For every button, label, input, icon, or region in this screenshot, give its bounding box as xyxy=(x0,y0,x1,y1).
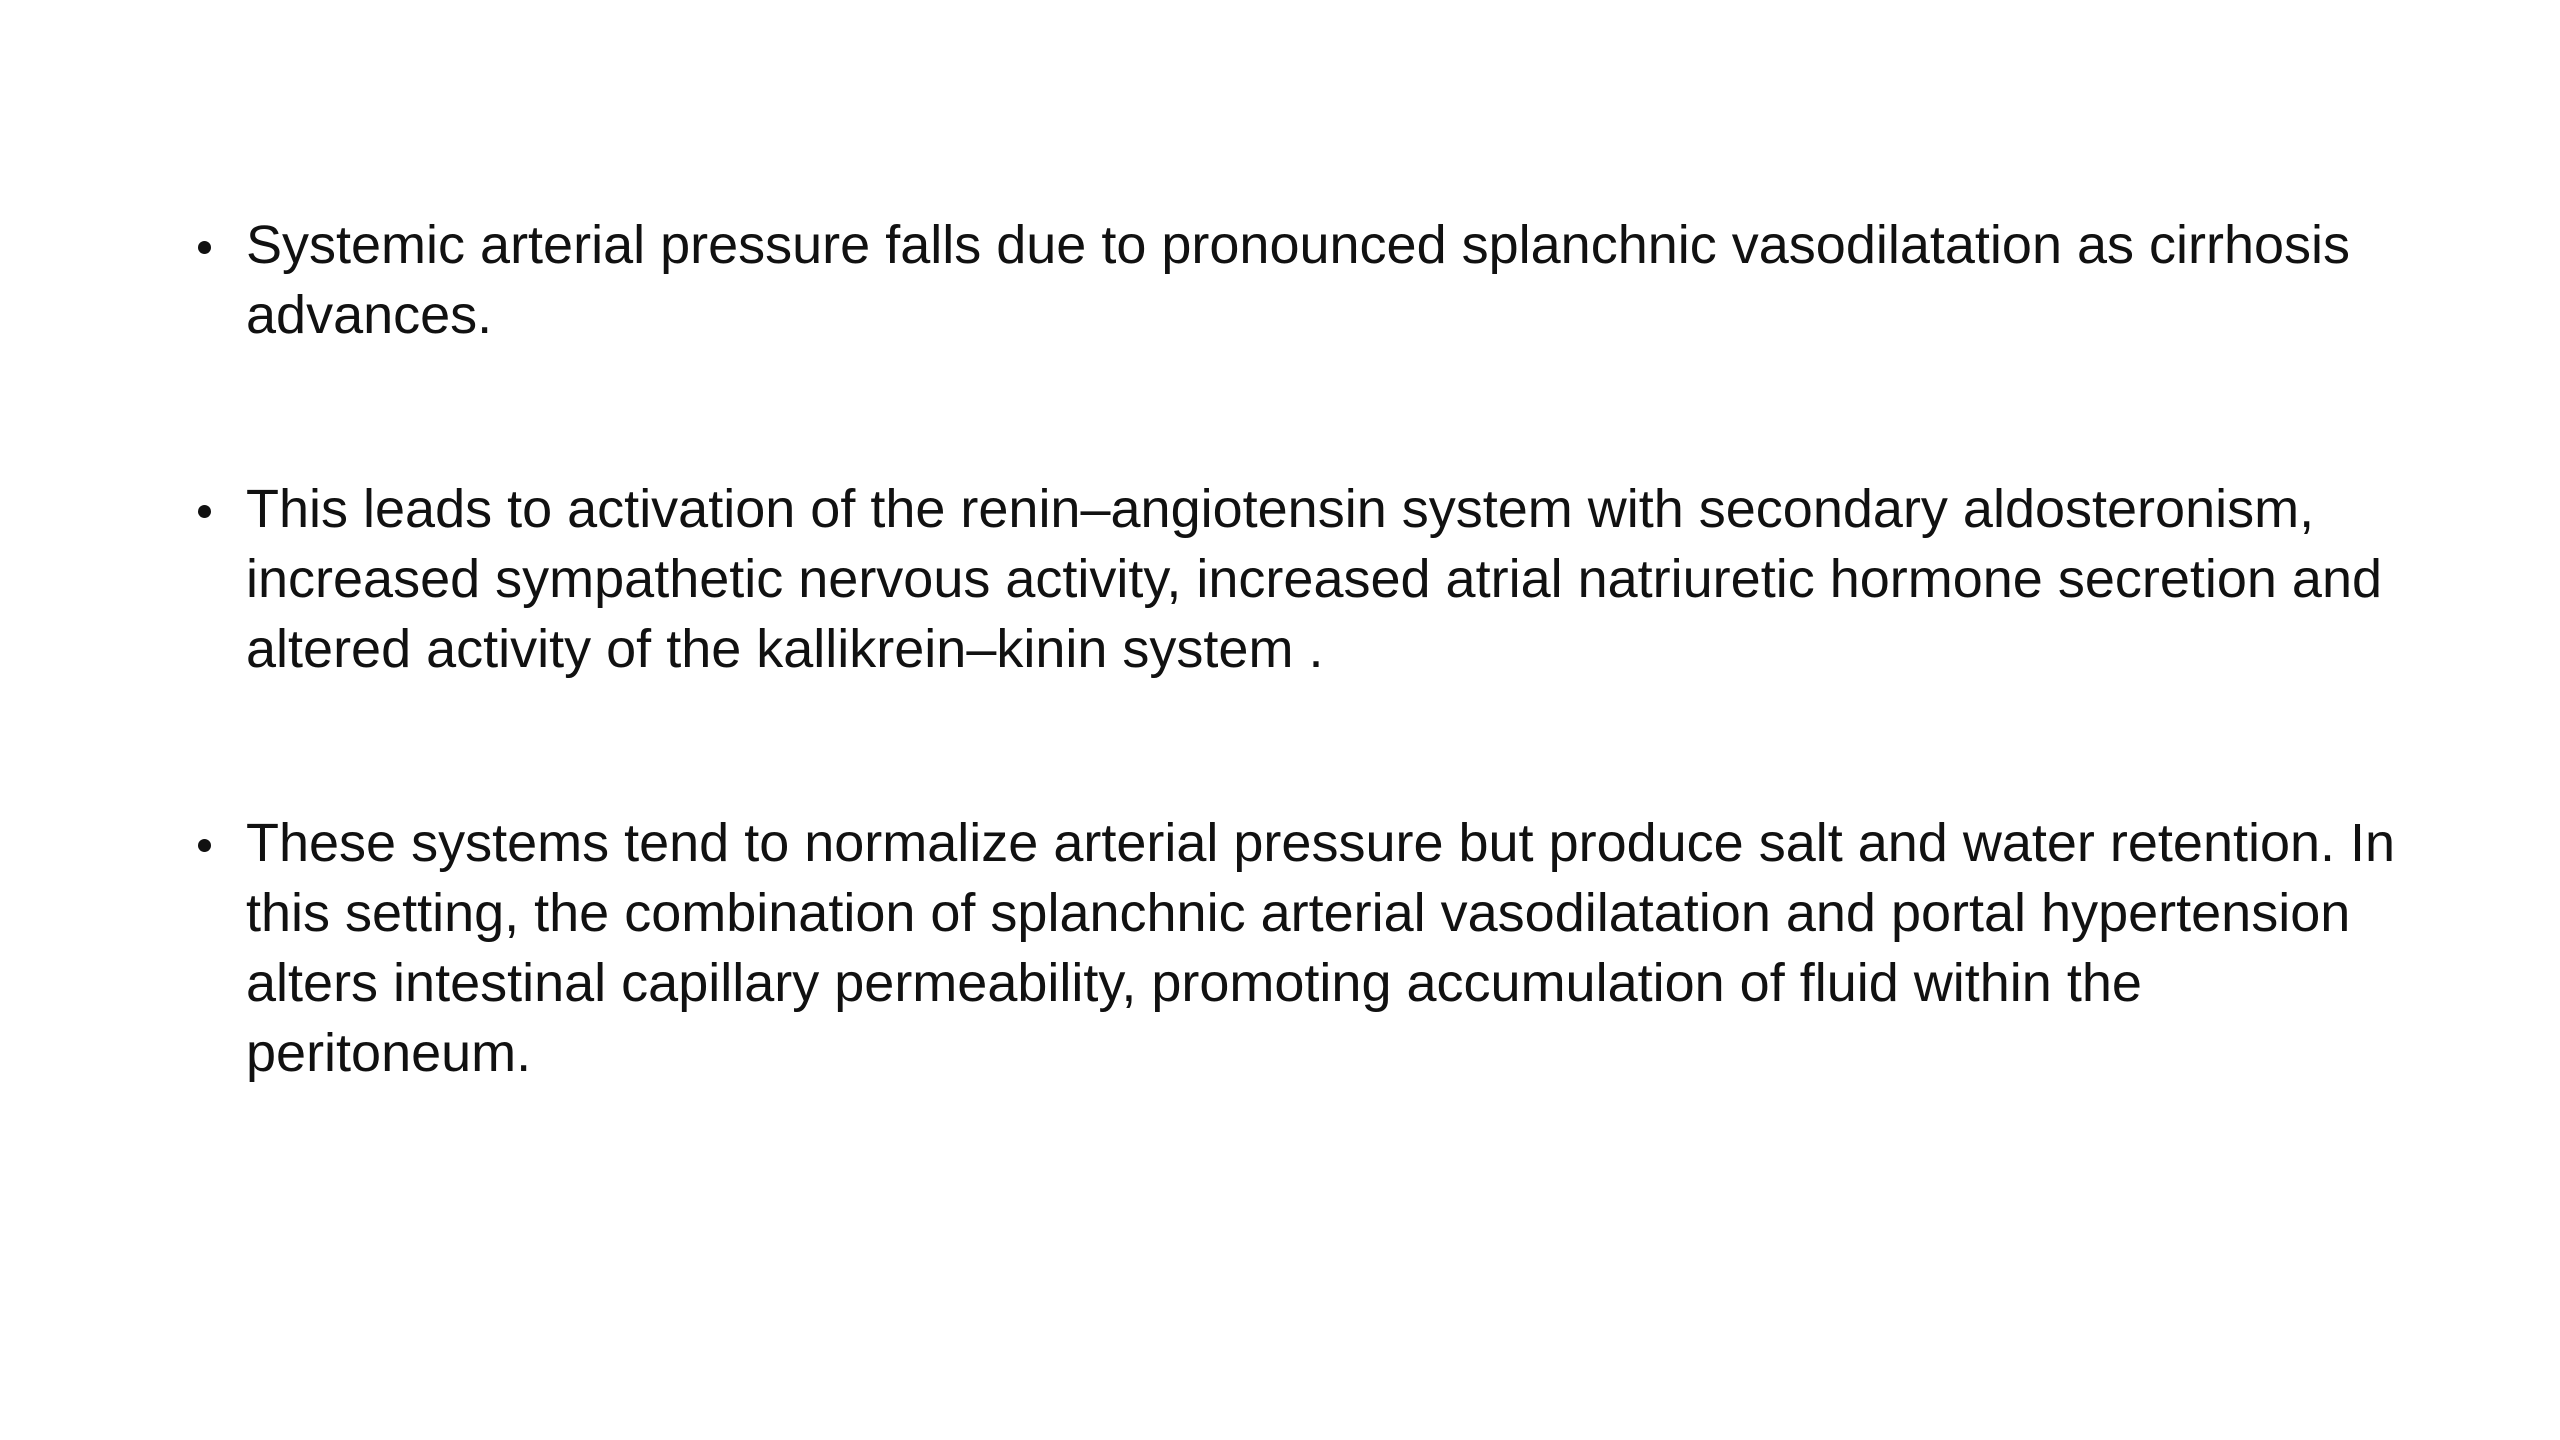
bullet-item xyxy=(188,474,2428,684)
bullet-text: This leads to activation of the renin–angiotensin system with secondary aldosteronism, increased sympathetic nervous activity, increased atrial natriuretic hormone secretion and altered activity of the kallikrein–kinin system . xyxy=(246,479,2383,679)
bullet-icon xyxy=(198,241,211,254)
bullet-text: Systemic arterial pressure falls due to pronounced splanchnic vasodilatation as cirrhosis advances. xyxy=(246,215,2351,345)
bullet-icon xyxy=(198,505,211,518)
bullet-list xyxy=(188,210,2428,1088)
bullet-item xyxy=(188,210,2428,350)
bullet-icon xyxy=(198,839,211,852)
bullet-text: These systems tend to normalize arterial pressure but produce salt and water retention. In this setting, the combination of splanchnic arterial vasodilatation and portal hypertension alters intestinal capillary permeability, promoting accumulation of fluid within the peritoneum. xyxy=(246,813,2396,1083)
bullet-item xyxy=(188,808,2428,1088)
